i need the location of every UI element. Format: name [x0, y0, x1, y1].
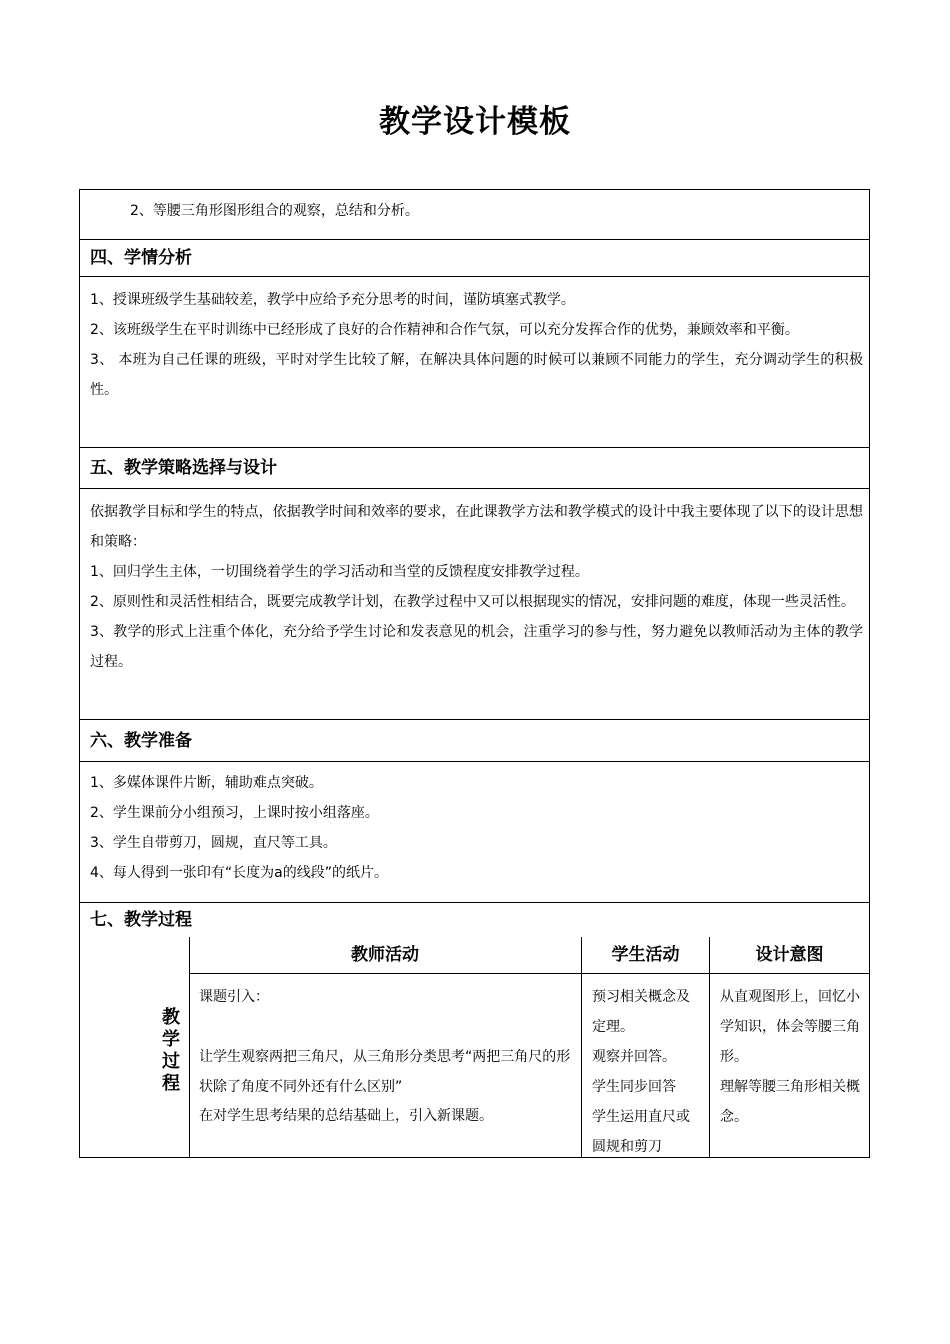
- student-line: 观察并回答。: [592, 1049, 676, 1065]
- list-item: 4、每人得到一张印有“长度为a的线段”的纸片。: [90, 865, 388, 881]
- teacher-line: 课题引入：: [199, 989, 269, 1005]
- teacher-line: [199, 1012, 573, 1042]
- process-table: [79, 937, 870, 1158]
- intent-line: 从直观图形上，回忆小学知识，体会等腰三角形。: [720, 989, 860, 1065]
- intent-column: [710, 937, 869, 1157]
- list-item: 3、学生自带剪刀，圆规，直尺等工具。: [90, 835, 337, 851]
- section-heading: 五、教学策略选择与设计: [90, 458, 277, 478]
- list-item: 依据教学目标和学生的特点，依据教学时间和效率的要求，在此课教学方法和教学模式的设计中我主要体现了以下的设计思想和策略：: [90, 504, 863, 550]
- section-4-body: [79, 276, 870, 447]
- student-line: 预习相关概念及定理。: [592, 989, 690, 1035]
- section-5-body: [79, 488, 870, 719]
- section-6-header: [79, 719, 870, 761]
- column-header: 设计意图: [710, 937, 869, 974]
- section-7-header: [79, 902, 870, 938]
- section-heading: 四、学情分析: [90, 248, 192, 268]
- goal-item-2: 2、等腰三角形图形组合的观察，总结和分析。: [130, 203, 419, 219]
- list-item: 2、该班级学生在平时训练中已经形成了良好的合作精神和合作气氛，可以充分发挥合作的优势，兼顾效率和平衡。: [90, 322, 799, 338]
- page-title: 教学设计模板: [379, 104, 571, 140]
- list-item: 3、 本班为自己任课的班级，平时对学生比较了解，在解决具体问题的时候可以兼顾不同能力的学生，充分调动学生的积极性。: [90, 352, 863, 398]
- section-5-header: [79, 447, 870, 488]
- list-item: 1、回归学生主体，一切围绕着学生的学习活动和当堂的反馈程度安排教学过程。: [90, 564, 589, 580]
- section-heading: 七、教学过程: [90, 910, 192, 930]
- teacher-column: [189, 937, 582, 1157]
- column-header: 学生活动: [582, 937, 709, 974]
- section-6-body: [79, 761, 870, 902]
- list-item: 1、多媒体课件片断，辅助难点突破。: [90, 775, 323, 791]
- intent-line: 理解等腰三角形相关概念。: [720, 1079, 860, 1125]
- teacher-line: 在对学生思考结果的总结基础上，引入新课题。: [199, 1108, 493, 1124]
- student-column: [582, 937, 710, 1157]
- list-item: 2、原则性和灵活性相结合，既要完成教学计划，在教学过程中又可以根据现实的情况，安排问题的难度，体现一些灵活性。: [90, 594, 855, 610]
- list-item: 2、学生课前分小组预习，上课时按小组落座。: [90, 805, 379, 821]
- process-row-label-cell: [80, 937, 190, 1157]
- student-line: 学生运用直尺或圆规和剪刀: [592, 1109, 690, 1155]
- list-item: 1、授课班级学生基础较差，教学中应给予充分思考的时间，谨防填塞式教学。: [90, 292, 575, 308]
- teacher-line: 让学生观察两把三角尺，从三角形分类思考“两把三角尺的形状除了角度不同外还有什么区别”: [199, 1049, 571, 1095]
- section-4-header: [79, 239, 870, 276]
- column-header: 教师活动: [189, 937, 581, 974]
- student-line: 学生同步回答: [592, 1079, 676, 1095]
- section-heading: 六、教学准备: [90, 731, 192, 751]
- section-goal-tail: [79, 189, 870, 239]
- list-item: 3、教学的形式上注重个体化，充分给予学生讨论和发表意见的机会，注重学习的参与性，努力避免以教师活动为主体的教学过程。: [90, 624, 863, 670]
- process-row-label: 教学过程: [162, 1007, 180, 1094]
